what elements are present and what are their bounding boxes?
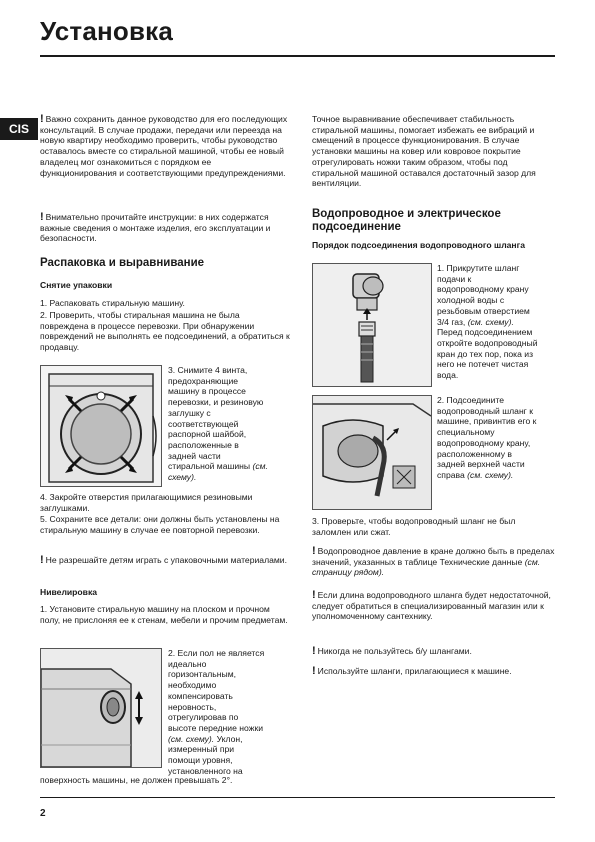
warning-text: Не разрешайте детям играть с упаковочными материалами. bbox=[45, 555, 287, 565]
unpack-step-3 bbox=[168, 365, 290, 483]
hose-step-1-text: 1. Прикрутите шланг подачи к водопроводному крану холодной воды с резьбовым отверстием 3/4 газ, bbox=[437, 263, 530, 327]
hose-step-1 bbox=[437, 263, 557, 381]
warning-keep-manual bbox=[40, 114, 290, 178]
warning-hose-length bbox=[312, 590, 555, 622]
warning-text: Если длина водопроводного шланга будет недостаточной, следует обратиться в специализированный магазин или к уполномоченному сантехнику. bbox=[312, 590, 551, 622]
unpack-step-2: 2. Проверить, чтобы стиральная машина не была повреждена в процессе перевозки. При обнаружении повреждений не выполнять ее подсоединений, а обратиться к продавцу. bbox=[40, 310, 290, 353]
step-3-text: 3. Снимите 4 винта, предохраняющие машину в процессе перевозки, и резиновую заглушку с соответствующей распорной шайбой, расположенные в задней части стиральной машины bbox=[168, 365, 264, 472]
leveling-step-1: 1. Установите стиральную машину на плоском и прочном полу, не прислоняя ее к стенам, мебели и прочим предметам. bbox=[40, 604, 288, 625]
washer-back-screws-figure bbox=[40, 365, 162, 487]
warning-icon: ! bbox=[312, 645, 316, 657]
section-heading-unpacking: Распаковка и выравнивание bbox=[40, 257, 205, 269]
warning-text: Внимательно прочитайте инструкции: в них содержатся важные сведения о монтаже изделия, его эксплуатации и безопасности. bbox=[40, 212, 271, 244]
warning-read-instructions bbox=[40, 212, 290, 244]
subheading-removal: Снятие упаковки bbox=[40, 280, 113, 290]
page-number: 2 bbox=[40, 808, 46, 819]
warning-used-hoses bbox=[312, 646, 555, 657]
hose-step-2 bbox=[437, 395, 557, 481]
page-title: Установка bbox=[40, 16, 174, 46]
hose-step-2-text: 2. Подсоедините водопроводный шланг к машине, привинтив его к специальному водопроводному крану, расположенному в задней верхней части справа bbox=[437, 395, 537, 480]
warning-pressure bbox=[312, 546, 555, 578]
subheading-leveling: Нивелировка bbox=[40, 587, 98, 597]
warning-icon: ! bbox=[312, 545, 316, 557]
faucet-hose-icon bbox=[313, 264, 431, 386]
warning-icon: ! bbox=[40, 211, 44, 223]
language-tab: CIS bbox=[0, 118, 38, 140]
warning-text: Водопроводное давление в кране должно быть в пределах значений, указанных в таблице Технические данные bbox=[312, 546, 555, 567]
leveling-step-2-end: поверхность машины, не должен превышать 2°. bbox=[40, 775, 233, 785]
machine-inlet-figure bbox=[312, 395, 432, 510]
leveling-step-2-ref: (см. схему). bbox=[168, 733, 215, 744]
warning-icon: ! bbox=[40, 113, 44, 125]
header-rule bbox=[40, 55, 555, 57]
section-heading-connection: Водопроводное и электрическое подсоединение bbox=[312, 208, 501, 233]
warning-icon: ! bbox=[40, 554, 44, 566]
leveling-foot-figure bbox=[40, 648, 162, 768]
warning-children bbox=[40, 555, 290, 566]
footer-rule bbox=[40, 797, 555, 798]
warning-text: Никогда не пользуйтесь б/у шлангами. bbox=[317, 646, 472, 656]
warning-ref: (см. страницу рядом). bbox=[312, 556, 541, 578]
leveling-intro: Точное выравнивание обеспечивает стабильность стиральной машины, помогает избежать ее вибраций и смещений в процессе функционирования. В случае установки машины на ковер или ковровое покрытие отрегулировать ножки таким образом, чтобы под стиральной машиной оставался достаточный зазор для вентиляции. bbox=[312, 114, 536, 189]
warning-icon: ! bbox=[312, 589, 316, 601]
machine-inlet-icon bbox=[313, 396, 431, 509]
hose-step-1-ref: (см. схему). bbox=[467, 316, 514, 327]
warning-use-supplied-hoses bbox=[312, 666, 555, 677]
warning-text: Используйте шланги, прилагающиеся к машине. bbox=[317, 666, 512, 676]
washer-back-icon bbox=[41, 366, 161, 486]
hose-step-2-ref: (см. схему). bbox=[467, 469, 514, 480]
warning-text: Важно сохранить данное руководство для его последующих консультаций. В случае продажи, передачи или переезда на новую квартиру необходимо проверить, чтобы руководство оставалось вместе со стиральной машиной, чтобы ее новый владелец мог ознакомиться с порядком ее функционирования и соответствующими предупреждениями. bbox=[40, 114, 288, 178]
warning-icon: ! bbox=[312, 665, 316, 677]
leveling-foot-icon bbox=[41, 649, 161, 767]
hose-step-3: 3. Проверьте, чтобы водопроводный шланг не был заломлен или сжат. bbox=[312, 516, 516, 537]
unpack-step-1: 1. Распаковать стиральную машину. bbox=[40, 298, 185, 308]
subheading-hose: Порядок подсоединения водопроводного шланга bbox=[312, 240, 525, 250]
faucet-hose-figure bbox=[312, 263, 432, 387]
hose-step-1-cont: Перед подсоединением откройте водопроводный кран до тех пор, пока из него не потечет чистая вода. bbox=[437, 327, 538, 381]
unpack-step-5: 5. Сохраните все детали: они должны быть установлены на стиральную машину в случае ее повторной перевозки. bbox=[40, 514, 280, 535]
leveling-step-2-cont: Уклон, измеренный при помощи уровня, установленного на bbox=[168, 733, 243, 776]
step-3-ref: (см. схему). bbox=[168, 461, 268, 483]
leveling-step-2 bbox=[168, 648, 290, 776]
unpack-step-4: 4. Закройте отверстия прилагающимися резиновыми заглушками. bbox=[40, 492, 253, 513]
leveling-step-2-text: 2. Если пол не является идеально горизонтальным, необходимо компенсировать неровность, отрегулировав по высоте передние ножки bbox=[168, 648, 265, 733]
